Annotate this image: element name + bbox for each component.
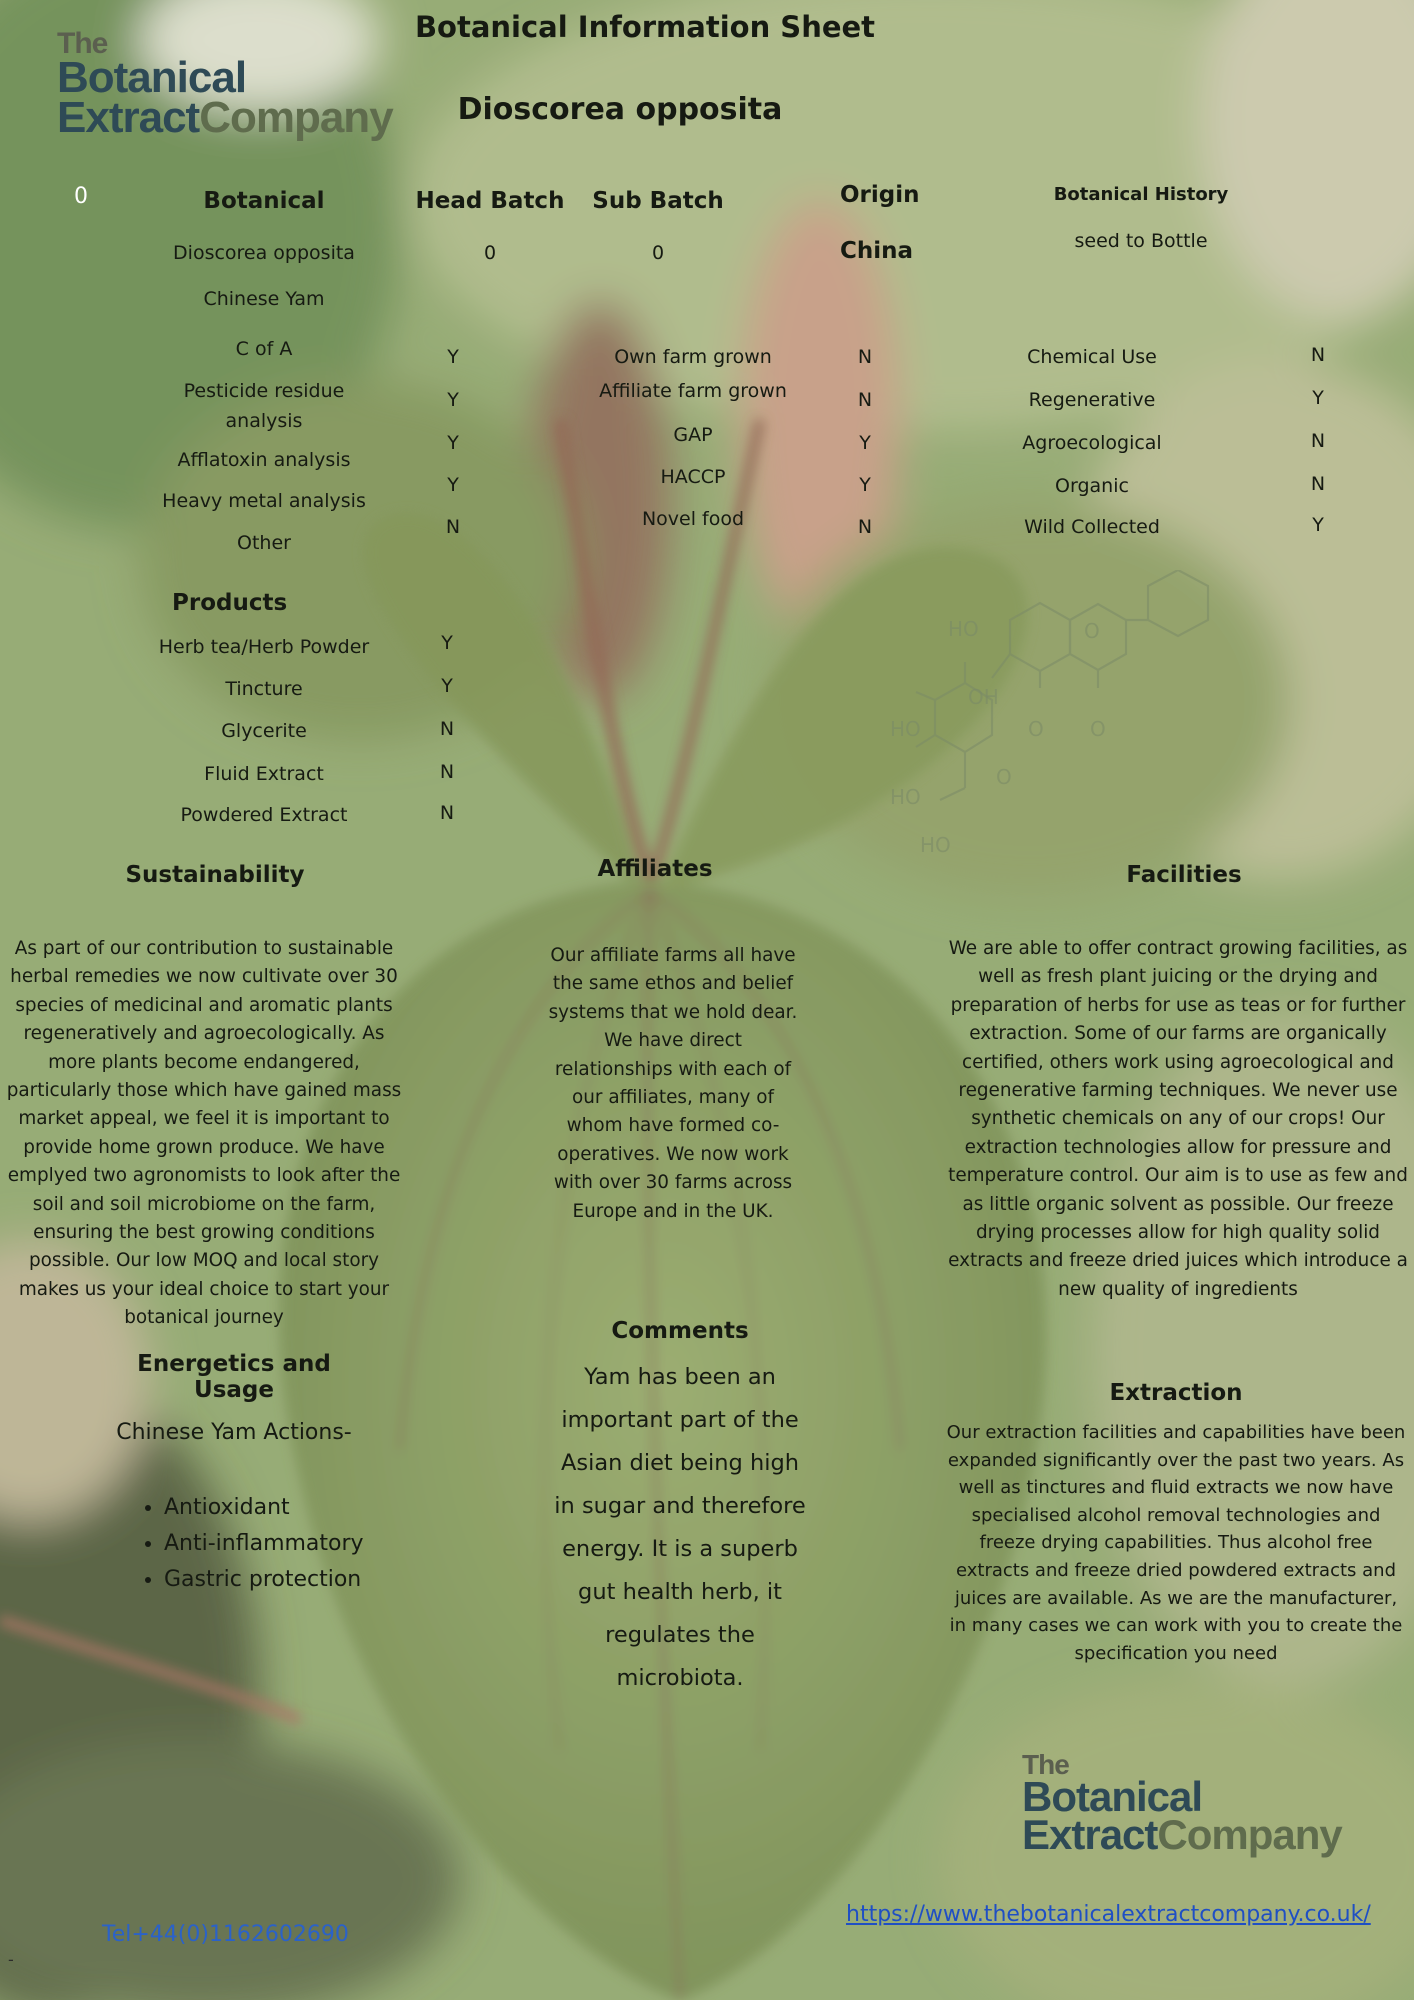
text-line: particularly those which have gained mass: [6, 1080, 402, 1102]
practice-label: Regenerative: [1028, 389, 1156, 411]
test-label: Pesticide residue analysis: [183, 380, 345, 432]
text-line: regulates the: [605, 1622, 755, 1648]
practice-label: Wild Collected: [1024, 516, 1160, 538]
logo-botanical: Botanical: [57, 52, 247, 102]
logo-extract-company: [57, 93, 393, 143]
farming-label: Affiliate farm grown: [599, 380, 787, 402]
text-line: expanded significantly over the past two years. As: [947, 1449, 1405, 1471]
page-title: Botanical Information Sheet: [414, 10, 876, 44]
text-line: well as fresh plant juicing or the drying and: [978, 966, 1378, 988]
text-line: preparation of herbs for use as teas or for further: [950, 994, 1406, 1016]
species-title: Dioscorea opposita: [457, 92, 783, 127]
text-line: herbal remedies we now cultivate over 30: [10, 966, 398, 988]
text-line: provide home grown produce. We have: [23, 1136, 385, 1158]
molecule-label: O: [996, 765, 1012, 789]
farming-label: Novel food: [641, 508, 745, 530]
col-head-batch: Head Batch: [415, 188, 565, 214]
corner-mark: -: [8, 1950, 14, 1969]
logo-extract: Extract: [57, 93, 200, 143]
text-line: possible. Our low MOQ and local story: [28, 1250, 380, 1272]
test-value: N: [445, 516, 461, 538]
facilities-text: [946, 935, 1410, 1304]
logo-the: The: [1022, 1749, 1069, 1780]
text-line: well as tinctures and fluid extracts we now have: [958, 1477, 1394, 1499]
logo-the: The: [57, 27, 108, 60]
test-label: Heavy metal analysis: [162, 490, 366, 512]
action-item: • Antioxidant: [164, 1490, 364, 1526]
text-line: freeze drying capabilities. Thus alcohol free: [979, 1532, 1373, 1554]
text-line: certified, others work using agroecological and: [962, 1051, 1394, 1073]
zero-marker: 0: [74, 184, 88, 209]
text-line: Yam has been an: [584, 1364, 776, 1390]
botanical-history-value: seed to Bottle: [1074, 230, 1208, 252]
farming-value: N: [857, 346, 873, 368]
test-value: Y: [447, 474, 459, 496]
company-logo-top: [57, 27, 393, 143]
text-line: Our extraction facilities and capabilities have been: [946, 1422, 1406, 1443]
text-line: As part of our contribution to sustainable: [14, 938, 394, 959]
energetics-heading: Energetics and Usage: [137, 1351, 331, 1403]
text-line: Our affiliate farms all have: [550, 945, 796, 966]
practice-value: Y: [1312, 514, 1324, 536]
test-value: Y: [447, 346, 459, 368]
text-line: in many cases we can work with you to create the: [949, 1615, 1403, 1637]
molecule-label: HO: [890, 717, 921, 741]
text-line: We have direct: [604, 1030, 742, 1052]
text-line: synthetic chemicals on any of our crops! Our: [971, 1108, 1385, 1130]
product-value: N: [439, 761, 455, 783]
products-heading: Products: [172, 590, 288, 616]
farming-label: GAP: [673, 424, 713, 446]
text-line: the same ethos and belief: [552, 973, 794, 995]
molecule-label: O: [1090, 717, 1106, 741]
text-line: important part of the: [561, 1407, 799, 1433]
practice-label: Organic: [1055, 475, 1129, 497]
practice-label: Chemical Use: [1027, 346, 1157, 368]
text-line: extracts and freeze dried powdered extracts and: [955, 1559, 1397, 1581]
farming-label: Own farm grown: [614, 346, 772, 368]
action-item: • Anti-inflammatory: [164, 1526, 364, 1562]
energetics-action-list: [122, 1490, 364, 1598]
origin-value: China: [840, 238, 914, 264]
facilities-heading: Facilities: [1126, 862, 1242, 888]
product-label: Fluid Extract: [204, 763, 324, 785]
product-value: Y: [441, 675, 453, 697]
product-value: Y: [441, 632, 453, 654]
molecule-label: O: [1028, 717, 1044, 741]
text-line: Europe and in the UK.: [572, 1200, 774, 1222]
text-line: We are able to offer contract growing facilities, as: [948, 938, 1408, 959]
affiliates-text: [535, 942, 811, 1226]
text-line: botanical journey: [124, 1307, 284, 1329]
comments-text: [540, 1356, 820, 1700]
test-value: Y: [447, 432, 459, 454]
text-line: with over 30 farms across: [553, 1172, 793, 1194]
col-origin: Origin: [840, 182, 920, 208]
product-value: N: [439, 802, 455, 824]
text-line: makes us your ideal choice to start your: [18, 1278, 390, 1300]
text-line: extracts and freeze dried juices which introduce a: [948, 1250, 1408, 1272]
practice-label: Agroecological: [1022, 432, 1162, 454]
practice-value: N: [1310, 473, 1326, 495]
text-line: soil and soil microbiome on the farm,: [32, 1193, 376, 1215]
phone-number: Tel+44(0)1162602690: [102, 1922, 349, 1947]
text-line: specialised alcohol removal technologies and: [971, 1504, 1381, 1526]
text-line: operatives. We now work: [557, 1143, 789, 1165]
sustainability-heading: Sustainability: [125, 862, 305, 888]
text-line: species of medicinal and aromatic plants: [15, 994, 393, 1016]
molecule-label: O: [1084, 619, 1100, 643]
text-line: energy. It is a superb: [562, 1536, 798, 1562]
test-label: Other: [237, 532, 291, 554]
comments-heading: Comments: [611, 1318, 749, 1344]
text-line: juices are available. As we are the manufacturer,: [954, 1587, 1398, 1609]
flavonoid-glycoside-molecule-watermark: [880, 570, 1220, 870]
text-line: more plants become endangered,: [48, 1051, 360, 1073]
text-line: whom have formed co-: [566, 1115, 780, 1137]
logo-extract-company: [1022, 1811, 1342, 1859]
affiliates-heading: Affiliates: [597, 856, 713, 882]
common-name: Chinese Yam: [203, 288, 325, 310]
energetics-subheading: Chinese Yam Actions-: [116, 1420, 352, 1445]
product-label: Tincture: [225, 678, 303, 700]
text-line: regeneratively and agroecologically. As: [23, 1023, 385, 1045]
text-line: specification you need: [1074, 1642, 1278, 1664]
text-line: relationships with each of: [554, 1058, 792, 1080]
extraction-heading: Extraction: [1109, 1380, 1243, 1406]
text-line: systems that we hold dear.: [548, 1001, 798, 1023]
text-line: Asian diet being high: [560, 1450, 800, 1476]
farming-value: Y: [859, 474, 871, 496]
test-value: Y: [447, 389, 459, 411]
botanical-name: Dioscorea opposita: [173, 242, 355, 264]
text-line: ensuring the best growing conditions: [33, 1222, 375, 1244]
text-line: gut health herb, it: [578, 1579, 782, 1605]
text-line: emplyed two agronomists to look after the: [7, 1165, 401, 1187]
farming-label: HACCP: [660, 466, 726, 488]
molecule-label: HO: [890, 785, 921, 809]
practice-value: N: [1310, 344, 1326, 366]
website-link[interactable]: https://www.thebotanicalextractcompany.co.uk/: [846, 1902, 1371, 1927]
text-line: extraction. Some of our farms are organically: [969, 1023, 1387, 1045]
test-label: C of A: [235, 338, 293, 360]
farming-value: N: [857, 389, 873, 411]
molecule-label: OH: [968, 685, 999, 709]
farming-value: N: [857, 516, 873, 538]
head-batch-value: 0: [483, 242, 497, 264]
test-label: Afflatoxin analysis: [177, 449, 351, 471]
product-value: N: [439, 718, 455, 740]
practice-value: Y: [1312, 387, 1324, 409]
extraction-text: [944, 1419, 1408, 1667]
text-line: market appeal, we feel it is important to: [18, 1108, 390, 1130]
col-sub-batch: Sub Batch: [592, 188, 724, 214]
text-line: extraction technologies allow for pressure and: [964, 1136, 1392, 1158]
col-botanical: Botanical: [203, 188, 325, 214]
action-item: • Gastric protection: [164, 1562, 364, 1598]
text-line: new quality of ingredients: [1058, 1278, 1298, 1300]
product-label: Herb tea/Herb Powder: [158, 636, 370, 658]
farming-value: Y: [859, 432, 871, 454]
logo-extract: Extract: [1022, 1811, 1158, 1859]
col-botanical-history: Botanical History: [1053, 184, 1229, 205]
sub-batch-value: 0: [651, 242, 665, 264]
logo-company: Company: [1157, 1811, 1342, 1859]
text-line: regenerative farming techniques. We never use: [958, 1080, 1398, 1102]
logo-company: Company: [199, 93, 393, 143]
text-line: our affiliates, many of: [572, 1087, 774, 1109]
molecule-label: HO: [948, 617, 979, 641]
text-line: in sugar and therefore: [554, 1493, 806, 1519]
text-line: drying processes allow for high quality solid: [975, 1222, 1380, 1244]
text-line: temperature control. Our aim is to use as few and: [948, 1165, 1408, 1187]
company-logo-bottom: [1022, 1749, 1342, 1859]
text-line: as little organic solvent as possible. Our freeze: [962, 1193, 1394, 1215]
sustainability-text: [4, 935, 404, 1333]
text-line: microbiota.: [616, 1665, 744, 1691]
logo-botanical: Botanical: [1022, 1772, 1203, 1820]
product-label: Glycerite: [221, 720, 307, 742]
molecule-label: HO: [920, 833, 951, 857]
product-label: Powdered Extract: [180, 804, 348, 826]
practice-value: N: [1310, 430, 1326, 452]
